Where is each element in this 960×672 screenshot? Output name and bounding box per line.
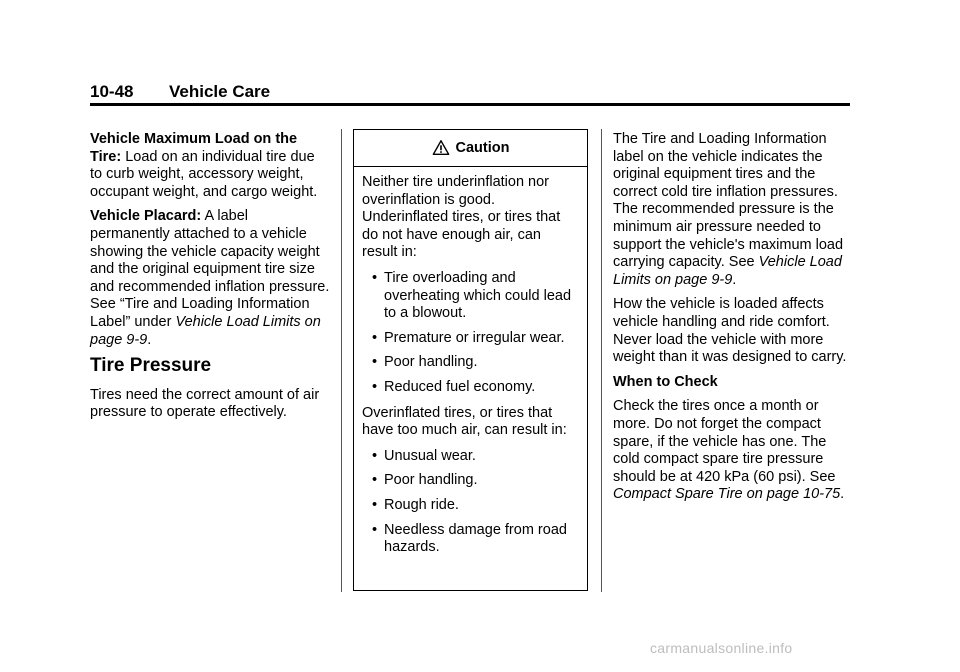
warning-triangle-icon <box>432 139 450 157</box>
list-item: • Rough ride. <box>372 496 459 513</box>
page-number: 10-48 <box>90 82 134 101</box>
list-item: • Poor handling. <box>372 354 478 371</box>
section-title: Vehicle Care <box>169 82 271 101</box>
list-item: • Premature or irregular wear. <box>372 329 565 346</box>
caution-header <box>354 130 587 167</box>
overinflation-list <box>362 448 579 557</box>
link-load-limits[interactable]: Vehicle Load Limits on page 9-9 <box>90 313 321 348</box>
column-left <box>90 131 330 429</box>
list-item: • Needless damage from road hazards. <box>372 521 567 556</box>
paragraph-loading: How the vehicle is loaded affects vehicle handling and ride comfort. Never load the vehicle with more weight than it was designed to carry. <box>613 296 847 366</box>
column-divider <box>341 129 342 592</box>
definition-placard: Vehicle Placard: A label permanently attached to a vehicle showing the vehicle capacity weight and the original equipment tire size and recommended inflation pressure. See “Tire and Loading Information Label” under Vehicle Load Limits on page 9-9. <box>90 208 330 348</box>
definition-max-load: Vehicle Maximum Load on the Tire: Load on an individual tire due to curb weight, accessory weight, occupant weight, and cargo weight. <box>90 131 318 200</box>
caution-title: Caution <box>455 140 510 156</box>
column-right <box>613 131 853 511</box>
paragraph-label-info: The Tire and Loading Information label on the vehicle indicates the original equipment tires and the correct cold tire inflation pressures. The recommended pressure is the minimum air pressure needed to support the vehicle's maximum load carrying capacity. See Vehicle Load Limits on page 9-9. <box>613 131 844 288</box>
link-load-limits[interactable]: Vehicle Load Limits on page 9-9 <box>613 254 842 288</box>
subheading-when-to-check: When to Check <box>613 373 718 390</box>
list-item: • Poor handling. <box>372 472 478 489</box>
paragraph-tire-pressure: Tires need the correct amount of air pressure to operate effectively. <box>90 386 320 421</box>
caution-over-intro: Overinflated tires, or tires that have too much air, can result in: <box>362 404 567 439</box>
header-rule <box>90 103 850 106</box>
list-item: • Unusual wear. <box>372 447 476 464</box>
heading-tire-pressure: Tire Pressure <box>90 355 212 377</box>
term-max-load: Vehicle Maximum Load on the Tire <box>90 131 298 165</box>
link-compact-spare[interactable]: Compact Spare Tire on page 10-75 <box>613 486 841 503</box>
caution-body <box>354 167 587 557</box>
caution-box <box>353 129 588 591</box>
column-divider <box>601 129 602 592</box>
watermark: carmanualsonline.info <box>650 640 793 656</box>
paragraph-check: Check the tires once a month or more. Do not forget the compact spare, if the vehicle has one. The cold compact spare tire pressure should be at 420 kPa (60 psi). See Compact Spare Tire on page 10-75. <box>613 398 845 503</box>
term-placard: Vehicle Placard <box>90 208 197 225</box>
list-item: • Tire overloading and overheating which could lead to a blowout. <box>372 269 572 322</box>
list-item: • Reduced fuel economy. <box>372 378 536 395</box>
caution-intro: Neither tire underinflation nor overinflation is good. Underinflated tires, or tires that do not have enough air, can result in: <box>362 174 561 261</box>
underinflation-list <box>362 270 579 397</box>
